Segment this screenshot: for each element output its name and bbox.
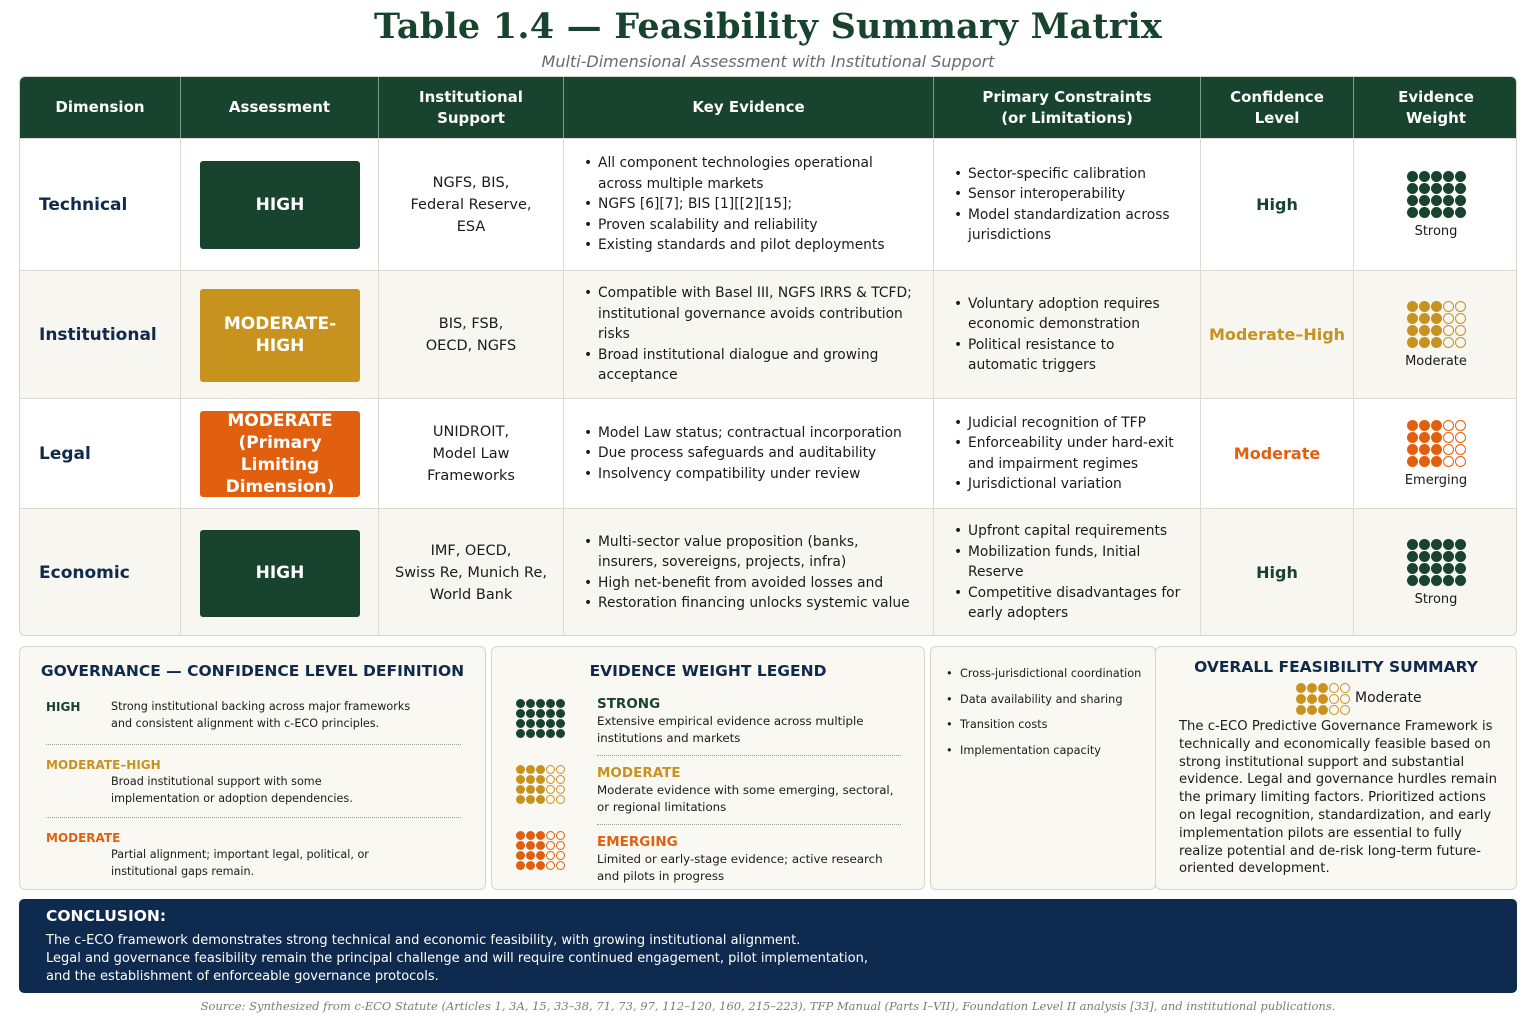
assessment-badge: MODERATE-HIGH — [200, 289, 360, 382]
feasibility-matrix — [19, 76, 1517, 636]
conclusion-text — [46, 932, 946, 986]
evidence-cell — [564, 509, 934, 636]
header-confidence-level: Confidence Level — [1201, 77, 1354, 138]
moderate-dots-icon — [1407, 301, 1466, 348]
overall-summary-panel — [1155, 646, 1517, 890]
support-line: NGFS, BIS, — [432, 174, 510, 191]
assessment-badge: HIGH — [200, 161, 360, 249]
evidence-weight-cell — [1354, 399, 1517, 508]
support-line: BIS, FSB, — [438, 315, 504, 332]
dimension-cell: Legal — [20, 399, 181, 508]
constraints-list — [952, 164, 1188, 246]
assessment-cell — [181, 509, 379, 636]
governance-label-high: HIGH — [46, 700, 81, 714]
support-line: IMF, OECD, — [430, 542, 512, 559]
evidence-weight-cell — [1354, 271, 1517, 398]
legend-label-emerging: EMERGING — [597, 834, 678, 850]
list-item: • Due process safeguards and auditability — [582, 443, 902, 464]
support-cell — [379, 139, 564, 270]
divider — [597, 824, 901, 825]
moderate-dots-icon — [516, 765, 565, 804]
strong-dots-icon — [1407, 539, 1466, 586]
evidence-list — [582, 153, 915, 256]
header-primary-constraints: Primary Constraints (or Limitations) — [934, 77, 1201, 138]
conclusion-line: Legal and governance feasibility remain the principal challenge and will require continued engagement, pilot implementation, — [46, 951, 868, 966]
confidence-cell: High — [1201, 509, 1354, 636]
source-note: Source: Synthesized from c-ECO Statute (Articles 1, 3A, 15, 33–38, 71, 73, 97, 112–120, 160, 215–223), TFP Manual (Parts I–VII), Foundation Level II analysis [33], and institutional publications. — [200, 999, 1336, 1013]
table-row — [20, 270, 1517, 398]
dimension-cell: Institutional — [20, 271, 181, 398]
divider — [46, 817, 461, 818]
constraints-cell — [934, 399, 1201, 508]
list-item: • Competitive disadvantages for early adopters — [952, 583, 1188, 624]
list-item: • Enforceability under hard-exit and impairment regimes — [952, 433, 1188, 474]
emerging-dots-icon — [516, 831, 565, 870]
confidence-cell: High — [1201, 139, 1354, 270]
confidence-cell: Moderate — [1201, 399, 1354, 508]
constraints-cell — [934, 509, 1201, 636]
list-item: • Broad institutional dialogue and growing acceptance — [582, 345, 915, 386]
legend-text-emerging: Limited or early-stage evidence; active research and pilots in progress — [597, 852, 883, 883]
constraints-list — [952, 413, 1188, 495]
challenges-list — [946, 667, 1141, 769]
overall-rating: Moderate — [1355, 690, 1422, 706]
strong-dots-icon — [1407, 171, 1466, 218]
strong-dots-icon — [516, 699, 565, 738]
support-line: UNIDROIT, — [432, 423, 510, 440]
overall-summary-text: The c-ECO Predictive Governance Framework is technically and economically feasible based on strong institutional support and substantial evidence. Legal and governance hurdles remain the primary limiting factors. Prioritized actions on legal recognition, standardization, and early implementation pilots are essential to fully realize potential and de-risk long-term future-oriented development. — [1179, 719, 1497, 877]
conclusion-line: and the establishment of enforceable governance protocols. — [46, 969, 439, 984]
governance-text-high: Strong institutional backing across major frameworks and consistent alignment with c-ECO principles. — [111, 700, 411, 730]
assessment-cell — [181, 399, 379, 508]
list-item: • Jurisdictional variation — [952, 474, 1188, 495]
support-line: Swiss Re, Munich Re, — [394, 564, 548, 581]
assessment-cell — [181, 139, 379, 270]
dimension-cell: Economic — [20, 509, 181, 636]
header-assessment: Assessment — [181, 77, 379, 138]
emerging-dots-icon — [1407, 420, 1466, 467]
list-item: • Political resistance to automatic triggers — [952, 335, 1188, 376]
governance-label-moderate: MODERATE — [46, 831, 121, 845]
list-item: • Voluntary adoption requires economic demonstration — [952, 294, 1188, 335]
conclusion-banner — [19, 899, 1517, 993]
evidence-weight-label: Strong — [1414, 591, 1458, 607]
challenges-panel — [930, 646, 1156, 890]
list-item: • Data availability and sharing — [946, 693, 1141, 719]
legend-text-strong: Extensive empirical evidence across multiple institutions and markets — [597, 714, 864, 745]
constraints-cell — [934, 271, 1201, 398]
list-item: • NGFS [6][7]; BIS [1][[2][15]; — [582, 194, 915, 215]
support-cell — [379, 509, 564, 636]
support-line: Federal Reserve, — [410, 196, 532, 213]
governance-text-moderate-high: Broad institutional support with some implementation or adoption dependencies. — [111, 775, 353, 805]
list-item: • Cross-jurisdictional coordination — [946, 667, 1141, 693]
governance-text-moderate: Partial alignment; important legal, political, or institutional gaps remain. — [111, 848, 369, 878]
table-row — [20, 398, 1517, 508]
overall-summary-title: OVERALL FEASIBILITY SUMMARY — [1194, 658, 1478, 676]
support-line: Frameworks — [427, 467, 515, 484]
governance-title: GOVERNANCE — CONFIDENCE LEVEL DEFINITION — [40, 662, 465, 680]
evidence-list — [582, 423, 902, 485]
governance-panel — [19, 646, 486, 890]
assessment-badge: MODERATE (Primary Limiting Dimension) — [200, 411, 360, 497]
table-row — [20, 508, 1517, 636]
list-item: • Upfront capital requirements — [952, 521, 1188, 542]
list-item: • Multi-sector value proposition (banks, insurers, sovereigns, projects, infra) — [582, 532, 915, 573]
evidence-weight-label: Moderate — [1405, 353, 1467, 369]
evidence-legend-title: EVIDENCE WEIGHT LEGEND — [589, 662, 827, 680]
evidence-cell — [564, 139, 934, 270]
conclusion-heading: CONCLUSION: — [46, 907, 167, 925]
divider — [46, 744, 461, 745]
list-item: • Existing standards and pilot deployments — [582, 235, 915, 256]
evidence-list — [582, 532, 915, 614]
support-line: ESA — [456, 218, 486, 235]
evidence-cell — [564, 271, 934, 398]
list-item: • Judicial recognition of TFP — [952, 413, 1188, 434]
header-dimension: Dimension — [20, 77, 181, 138]
legend-label-strong: STRONG — [597, 696, 661, 712]
assessment-badge: HIGH — [200, 530, 360, 617]
constraints-cell — [934, 139, 1201, 270]
moderate-dots-icon — [1296, 683, 1350, 715]
support-line: Model Law — [432, 445, 510, 462]
conclusion-line: The c-ECO framework demonstrates strong technical and economic feasibility, with growing institutional alignment. — [46, 933, 801, 948]
evidence-list — [582, 283, 915, 386]
header-key-evidence: Key Evidence — [564, 77, 934, 138]
evidence-weight-cell — [1354, 139, 1517, 270]
page-subtitle: Multi-Dimensional Assessment with Institutional Support — [541, 52, 995, 71]
divider — [597, 755, 901, 756]
confidence-cell: Moderate–High — [1201, 271, 1354, 398]
list-item: • Model standardization across jurisdictions — [952, 205, 1188, 246]
list-item: • All component technologies operational across multiple markets — [582, 153, 915, 194]
header-institutional-support: Institutional Support — [379, 77, 564, 138]
list-item: • High net-benefit from avoided losses and — [582, 573, 915, 594]
support-line: World Bank — [429, 586, 513, 603]
constraints-list — [952, 294, 1188, 376]
list-item: • Compatible with Basel III, NGFS IRRS & TCFD; institutional governance avoids contribution risks — [582, 283, 915, 345]
list-item: • Sensor interoperability — [952, 184, 1188, 205]
governance-label-moderate-high: MODERATE–HIGH — [46, 758, 161, 772]
evidence-weight-label: Emerging — [1404, 472, 1468, 488]
list-item: • Sector-specific calibration — [952, 164, 1188, 185]
evidence-weight-label: Strong — [1414, 223, 1458, 239]
list-item: • Mobilization funds, Initial Reserve — [952, 542, 1188, 583]
evidence-weight-cell — [1354, 509, 1517, 636]
list-item: • Proven scalability and reliability — [582, 215, 915, 236]
list-item: • Transition costs — [946, 718, 1141, 744]
support-cell — [379, 399, 564, 508]
list-item: • Restoration financing unlocks systemic value — [582, 593, 915, 614]
table-row — [20, 138, 1517, 270]
assessment-cell — [181, 271, 379, 398]
legend-label-moderate: MODERATE — [597, 765, 681, 781]
header-evidence-weight: Evidence Weight — [1354, 77, 1517, 138]
evidence-legend-panel — [491, 646, 925, 890]
dimension-cell: Technical — [20, 139, 181, 270]
legend-text-moderate: Moderate evidence with some emerging, sectoral, or regional limitations — [597, 783, 894, 814]
list-item: • Insolvency compatibility under review — [582, 464, 902, 485]
support-cell — [379, 271, 564, 398]
page-title: Table 1.4 — Feasibility Summary Matrix — [373, 6, 1162, 47]
list-item: • Implementation capacity — [946, 744, 1141, 770]
list-item: • Model Law status; contractual incorporation — [582, 423, 902, 444]
evidence-cell — [564, 399, 934, 508]
support-line: OECD, NGFS — [425, 337, 517, 354]
constraints-list — [952, 521, 1188, 624]
